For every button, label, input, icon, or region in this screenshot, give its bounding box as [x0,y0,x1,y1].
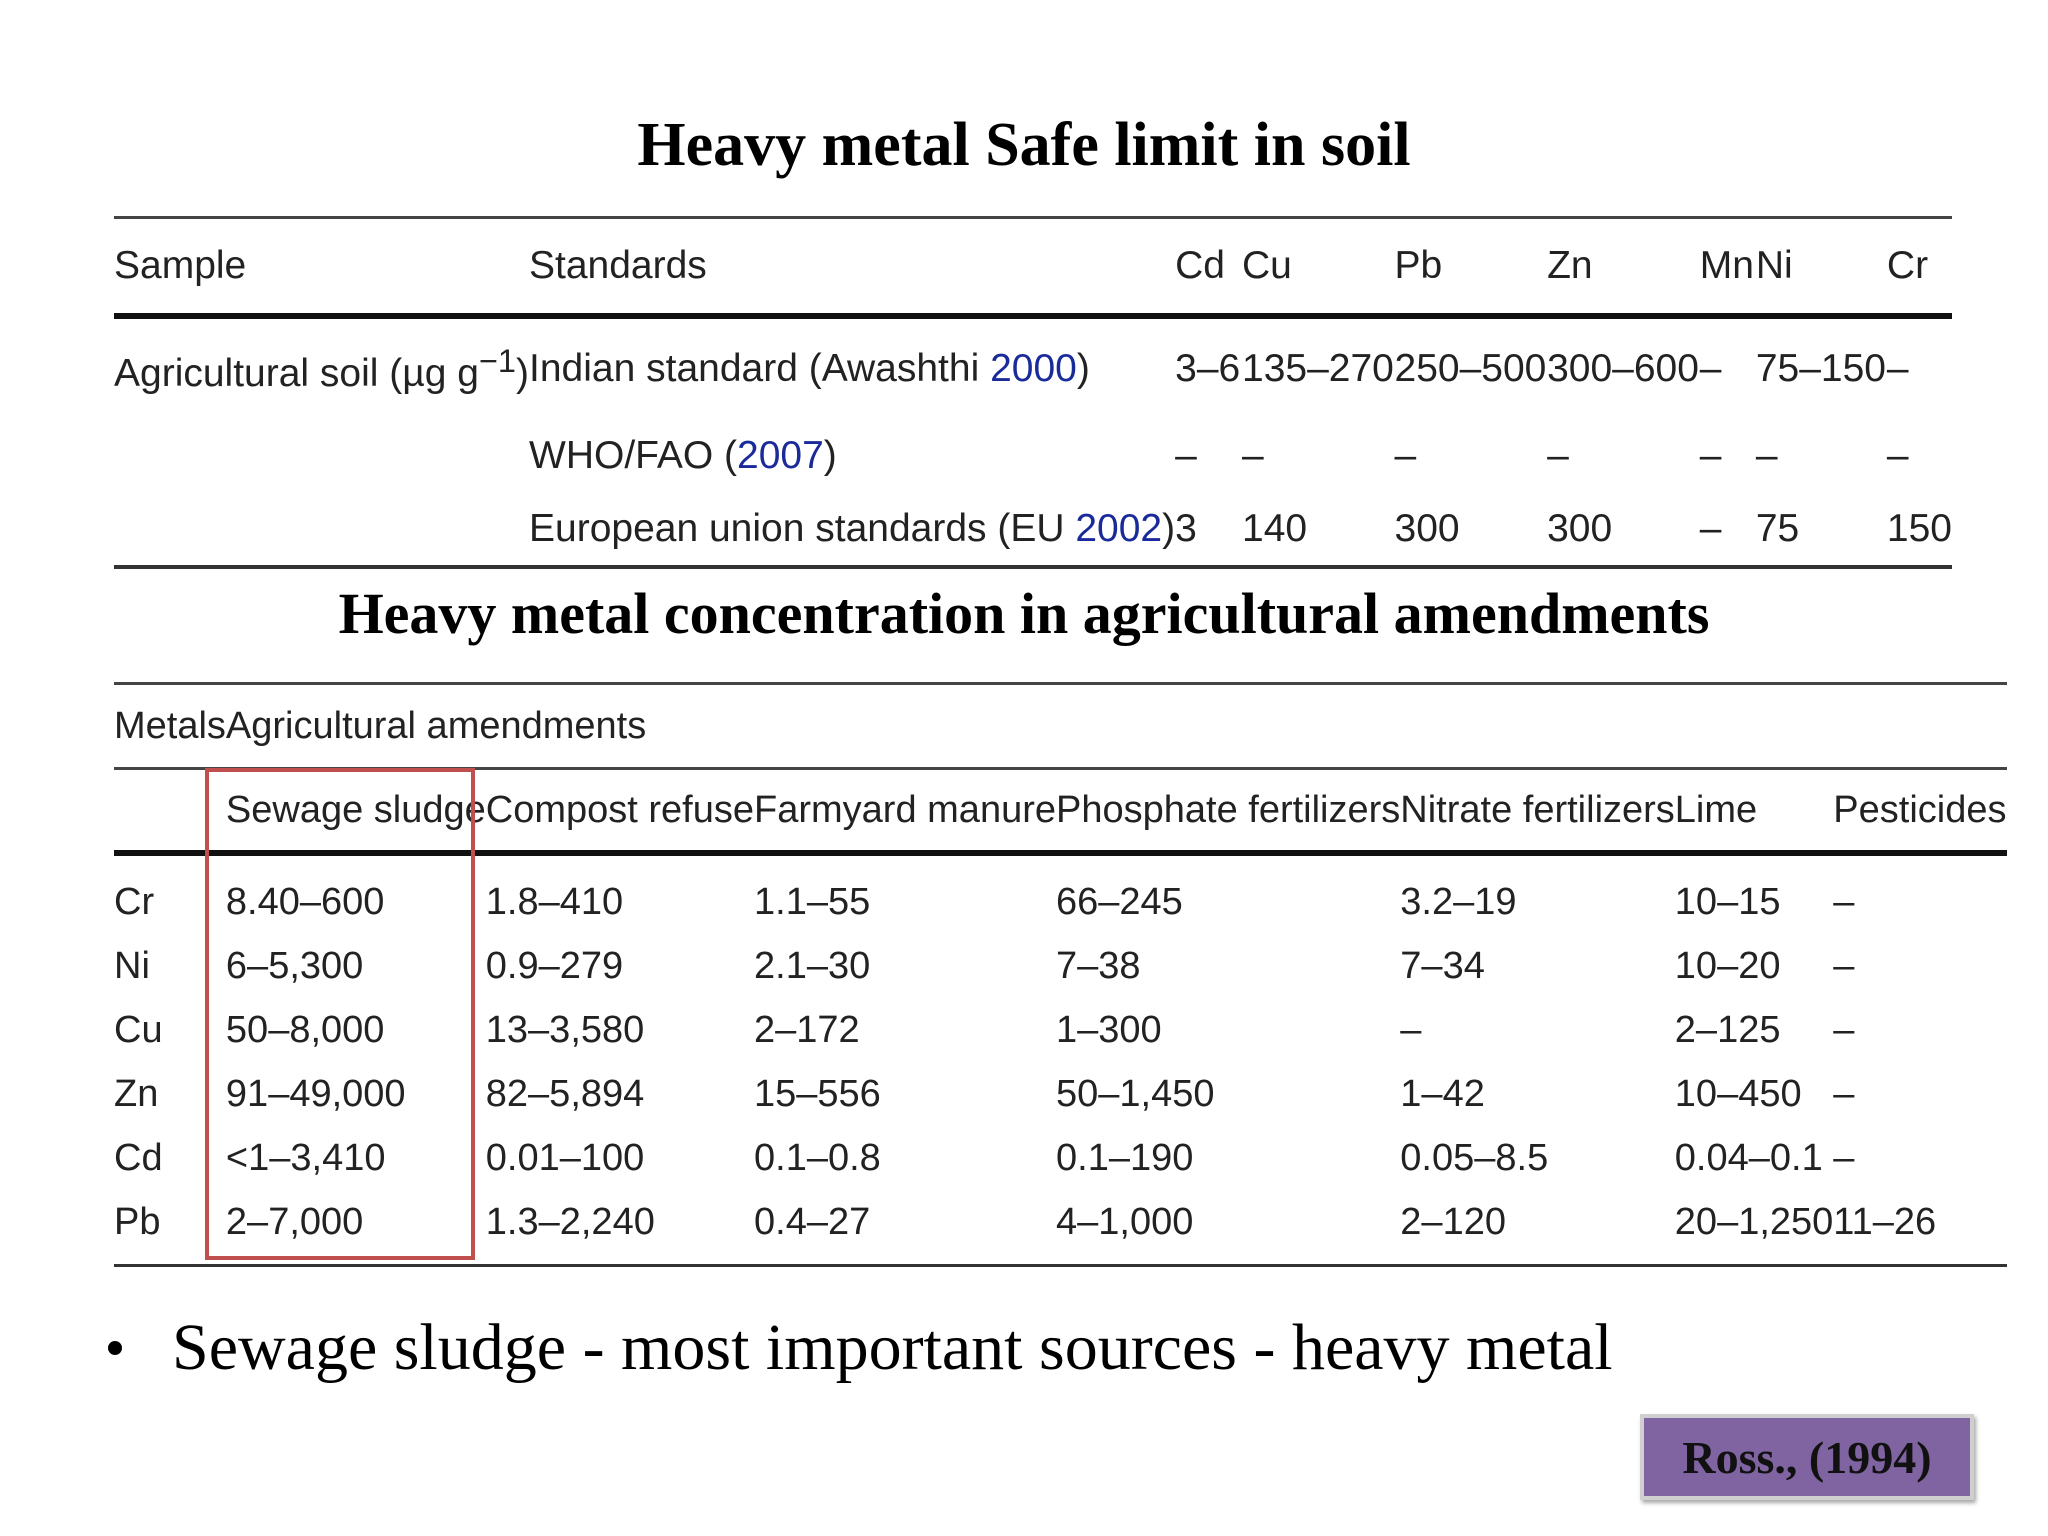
value-cell: 150 [1887,492,1952,567]
value-cell: 10–20 [1674,944,1781,987]
title-amendments: Heavy metal concentration in agricultural amendments [338,581,1710,646]
header-standards: Standards [529,218,1175,317]
value-cell: – [1400,1008,1422,1051]
value-cell: 1.1–55 [754,880,871,923]
metal-cell: Ni [114,944,150,987]
value-cell: 1–300 [1056,1008,1162,1051]
value-cell: 2–120 [1400,1190,1675,1266]
table-row [114,316,1952,419]
metal-cell: Cu [114,1008,163,1051]
header-ni: Ni [1756,218,1887,317]
value-cell: 82–5,894 [485,1072,645,1115]
year-link[interactable]: 2007 [737,433,824,477]
bullet-point [108,1310,1613,1386]
header-pb: Pb [1395,218,1548,317]
value-cell: 10–15 [1674,880,1781,923]
value-cell: – [1699,433,1722,477]
value-cell: 7–34 [1400,944,1485,987]
col-farmyard-manure: Farmyard manure [754,769,1056,854]
table-row [114,419,1952,492]
citation-badge: Ross., (1994) [1640,1414,1974,1500]
bullet-icon [108,1341,122,1355]
value-cell: – [1700,492,1756,567]
value-cell: 0.1–190 [1056,1136,1194,1179]
value-cell: 3 [1175,492,1242,567]
sample-cell: Agricultural soil (µg $g^{-1}$) [114,342,530,395]
sewage-sludge-highlight-box [205,768,475,1260]
value-cell: 0.04–0.1 [1674,1136,1823,1179]
col-lime: Lime [1675,769,1834,854]
metal-cell: Cd [114,1136,163,1179]
value-cell: – [1242,433,1264,477]
metal-cell: Zn [114,1072,159,1115]
col-compost-refuse: Compost refuse [486,769,754,854]
value-cell: – [1833,944,1855,987]
value-cell: 3.2–19 [1400,880,1517,923]
header-group-amendments: Agricultural amendments [226,684,2007,769]
header-metals: Metals [114,684,226,769]
standard-cell: WHO/FAO (2007) [529,433,837,477]
value-cell: – [1547,433,1569,477]
value-cell: – [1833,1008,1855,1051]
value-cell: – [1886,347,1909,390]
value-cell: 300–600 [1547,347,1699,390]
value-cell: – [1833,880,1855,923]
header-cd: Cd [1175,218,1242,317]
safe-limit-table [114,216,1952,569]
value-cell: 15–556 [754,1072,881,1115]
value-cell: 1–42 [1400,1072,1485,1115]
standard-cell: Indian standard (Awashthi 2000) [529,347,1090,390]
value-cell: – [1886,433,1909,477]
metal-cell: Cr [114,880,155,923]
value-cell: 4–1,000 [1056,1190,1400,1266]
value-cell: 66–245 [1056,880,1183,923]
title-safe-limit: Heavy metal Safe limit in soil [637,111,1411,179]
value-cell: 140 [1242,492,1395,567]
value-cell: 300 [1395,492,1548,567]
value-cell: – [1699,347,1722,390]
value-cell: 10–450 [1674,1072,1802,1115]
value-cell: 7–38 [1056,944,1141,987]
header-cu: Cu [1242,218,1395,317]
header-zn: Zn [1547,218,1700,317]
header-cr: Cr [1887,218,1952,317]
value-cell: – [1833,1136,1855,1179]
year-link[interactable]: 2000 [990,347,1077,390]
value-cell: 300 [1547,492,1700,567]
value-cell: 75 [1756,492,1887,567]
col-phosphate-fertilizers: Phosphate fertilizers [1056,769,1400,854]
col-sewage-sludge: Sewage sludge [226,769,486,854]
value-cell: – [1755,433,1778,477]
bullet-text: Sewage sludge - most important sources - heavy metal [172,1311,1613,1384]
header-sample: Sample [114,218,529,317]
value-cell: 91–49,000 [225,1072,406,1115]
standard-cell: European union standards (EU 2002) [529,492,1175,567]
value-cell: 1.8–410 [485,880,624,923]
value-cell: 11–26 [1833,1190,2006,1266]
metal-cell: Pb [114,1190,226,1266]
value-cell: – [1175,433,1197,477]
value-cell: 0.4–27 [754,1190,1056,1266]
header-mn: Mn [1700,218,1756,317]
value-cell: – [1394,433,1417,477]
value-cell: 0.9–279 [485,944,624,987]
value-cell: 0.05–8.5 [1400,1136,1549,1179]
year-link[interactable]: 2002 [1075,506,1163,550]
value-cell: <1–3,410 [225,1136,386,1179]
value-cell: 2.1–30 [754,944,871,987]
value-cell: 1.3–2,240 [486,1190,754,1266]
value-cell: 135–270 [1242,347,1394,390]
value-cell: 75–150 [1755,347,1886,390]
value-cell: 3–6 [1175,347,1241,390]
value-cell: 2–125 [1674,1008,1781,1051]
value-cell: 50–8,000 [225,1008,385,1051]
value-cell: 0.1–0.8 [754,1136,881,1179]
col-pesticides: Pesticides [1833,769,2006,854]
value-cell: 20–1,250 [1675,1190,1834,1266]
table-row [114,492,1952,567]
value-cell: – [1833,1072,1855,1115]
value-cell: 0.01–100 [485,1136,645,1179]
value-cell: 50–1,450 [1056,1072,1215,1115]
col-nitrate-fertilizers: Nitrate fertilizers [1400,769,1675,854]
value-cell: 2–7,000 [226,1190,486,1266]
value-cell: 2–172 [754,1008,860,1051]
value-cell: 13–3,580 [485,1008,645,1051]
value-cell: 8.40–600 [225,880,385,923]
value-cell: 250–500 [1394,347,1547,390]
value-cell: 6–5,300 [225,944,364,987]
